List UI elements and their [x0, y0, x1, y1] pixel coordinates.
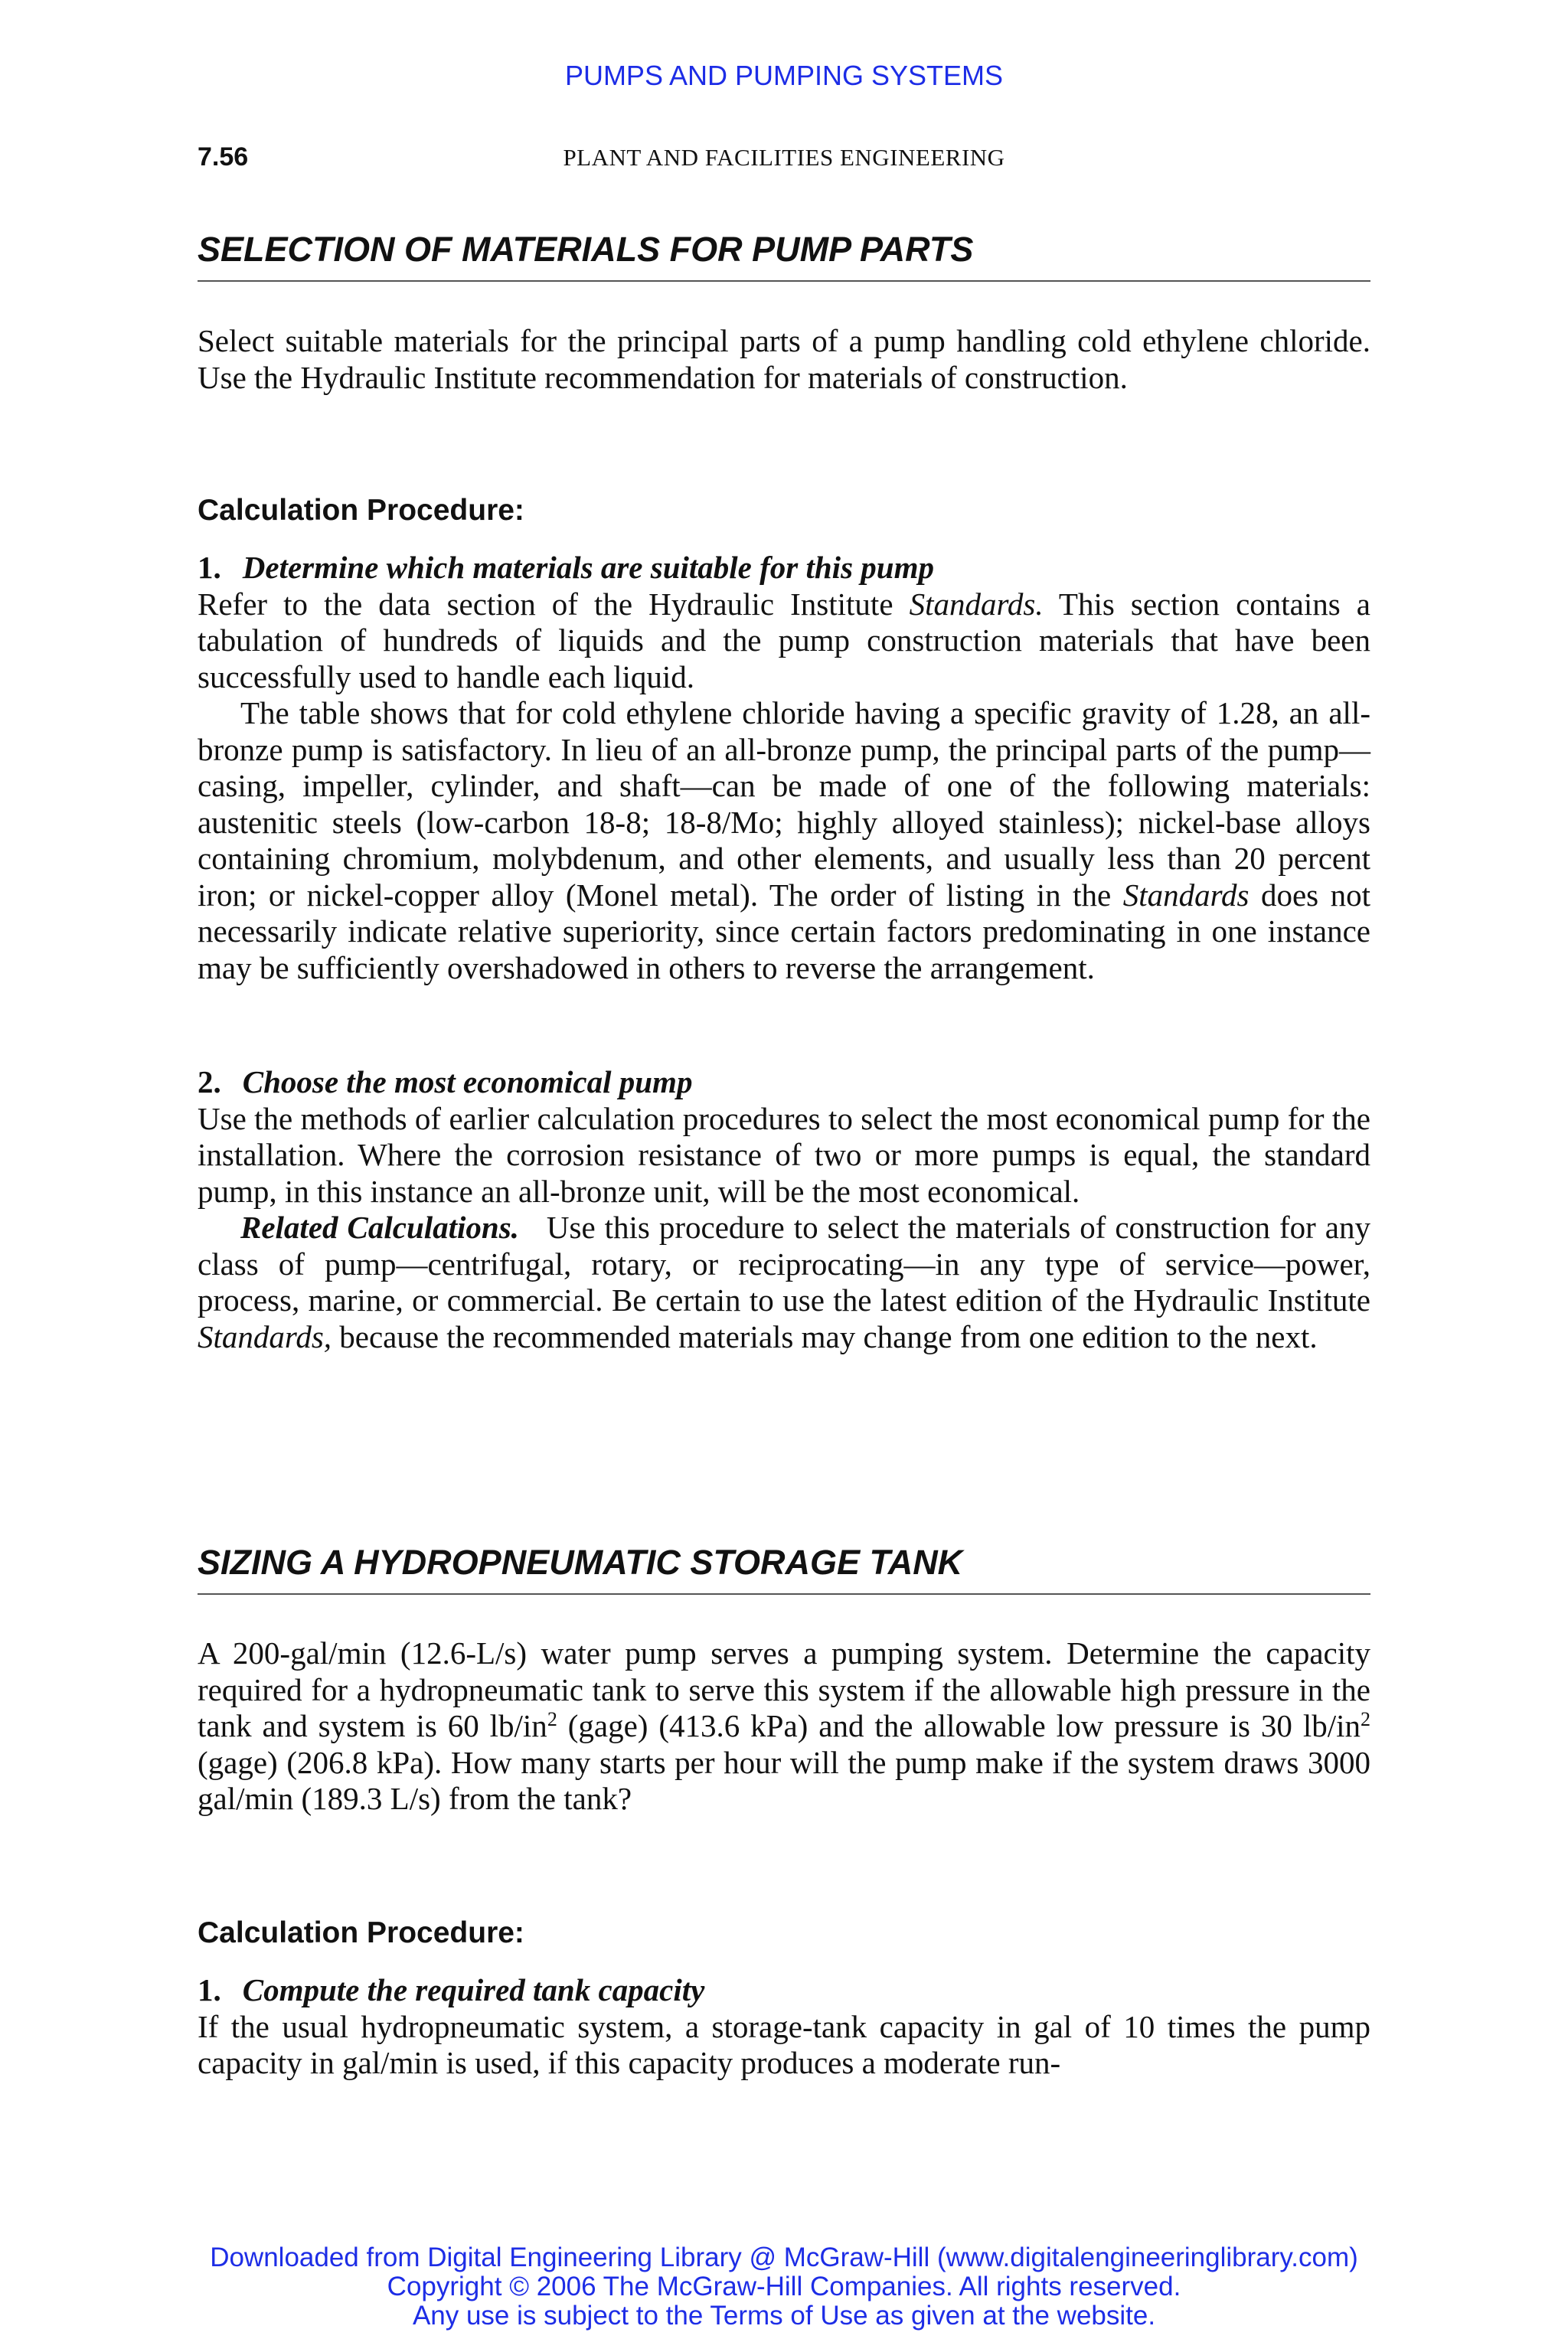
section-materials-header [198, 230, 1370, 282]
step-title: Choose the most economical pump [242, 1064, 693, 1099]
paragraph [198, 695, 1370, 986]
footer-terms-link[interactable]: Any use is subject to the Terms of Use as given at the website. [412, 2301, 1156, 2331]
procedure-heading: Calculation Procedure: [198, 1916, 524, 1949]
section-tank-header [198, 1543, 1370, 1595]
step-title: Compute the required tank capacity [242, 1972, 705, 2007]
section-title: SIZING A HYDROPNEUMATIC STORAGE TANK [198, 1543, 1370, 1595]
footer-download-link[interactable]: Downloaded from Digital Engineering Library @ McGraw-Hill (www.digitalengineeringlibrary.com) [210, 2243, 1358, 2272]
paragraph: If the usual hydropneumatic system, a storage-tank capacity in gal of 10 times the pump capacity in gal/min is used, if this capacity produces a moderate run- [198, 2008, 1370, 2080]
text-run: This section contains a tabulation of hundreds of liquids and the pump construction materials that have been successfully used to handle each liquid. [198, 586, 1370, 694]
section-tank-intro [198, 1635, 1370, 1818]
footer-notice [0, 2243, 1568, 2331]
step-2-economical [198, 1064, 1370, 1355]
footer-copyright: Copyright © 2006 The McGraw-Hill Companies. All rights reserved. [387, 2272, 1181, 2301]
running-title: PLANT AND FACILITIES ENGINEERING [563, 144, 1005, 171]
related-calculations [198, 1210, 1370, 1355]
emphasis: Standards. [909, 586, 1044, 622]
step-number: 1. [198, 550, 221, 585]
paragraph [198, 586, 1370, 696]
text-run: The table shows that for cold ethylene chloride having a specific gravity of 1.28, an all-bronze pump is satisfactory. In lieu of an all-bronze pump, the principal parts of the pump—casing, impeller, cylinder, and shaft—can be made of one of the following materials: austenitic steels (low-carbon 18-8; 18-8/Mo; highly alloyed stainless); nickel-base alloys containing chromium, molybdenum, and other elements, and usually less than 20 percent iron; or nickel-copper alloy (Monel metal). The order of listing in the [198, 695, 1370, 913]
problem-statement: Select suitable materials for the principal parts of a pump handling cold ethylene chloride. Use the Hydraulic Institute recommendation for materials of construction. [198, 323, 1370, 395]
superscript: 2 [1361, 1708, 1370, 1730]
procedure-block-1 [198, 494, 1370, 528]
paragraph: Use the methods of earlier calculation procedures to select the most economical pump for the installation. Where the corrosion resistance of two or more pumps is equal, the standard pump, in this instance an all-bronze unit, will be the most economical. [198, 1100, 1370, 1209]
step-1-materials [198, 550, 1370, 986]
text-run: A 200-gal/min (12.6-L/s) water pump serves a pumping system. Determine the capacity required for a hydropneumatic tank to serve this system if the allowable high pressure in the tank and system is 60 lb/in [198, 1635, 1370, 1743]
page-number: 7.56 [198, 142, 249, 172]
section-materials-intro [198, 323, 1370, 396]
procedure-heading: Calculation Procedure: [198, 494, 524, 527]
emphasis: Standards [1122, 877, 1250, 913]
section-title: SELECTION OF MATERIALS FOR PUMP PARTS [198, 230, 1370, 282]
step-heading [198, 1972, 1370, 2009]
text-run: Use this procedure to select the materials of construction for any class of pump—centrifugal, rotary, or reciprocating—in any type of service—power, process, marine, or commercial. Be certain to use the latest edition of the Hydraulic Institute [198, 1210, 1371, 1318]
step-heading [198, 1064, 1370, 1101]
chapter-link[interactable]: PUMPS AND PUMPING SYSTEMS [564, 60, 1004, 91]
procedure-block-2 [198, 1916, 1370, 1950]
text-run: (gage) (206.8 kPa). How many starts per hour will the pump make if the system draws 3000 gal/min (189.3 L/s) from the tank? [198, 1744, 1370, 1816]
step-heading [198, 550, 1370, 586]
emphasis: Standards, [198, 1318, 332, 1354]
text-run: Refer to the data section of the Hydraulic Institute [198, 586, 910, 622]
superscript: 2 [547, 1708, 557, 1730]
step-1-tank [198, 1972, 1370, 2082]
text-run: (gage) (413.6 kPa) and the allowable low pressure is 30 lb/in [557, 1708, 1361, 1743]
related-label: Related Calculations. [240, 1210, 519, 1245]
text-run: does not necessarily indicate relative superiority, since certain factors predominating in one instance may be sufficiently overshadowed in others to reverse the arrangement. [198, 877, 1370, 985]
problem-statement [198, 1635, 1370, 1818]
step-number: 1. [198, 1972, 221, 2007]
text-run: because the recommended materials may change from one edition to the next. [332, 1318, 1318, 1354]
step-number: 2. [198, 1064, 221, 1099]
step-title: Determine which materials are suitable for this pump [242, 550, 934, 585]
